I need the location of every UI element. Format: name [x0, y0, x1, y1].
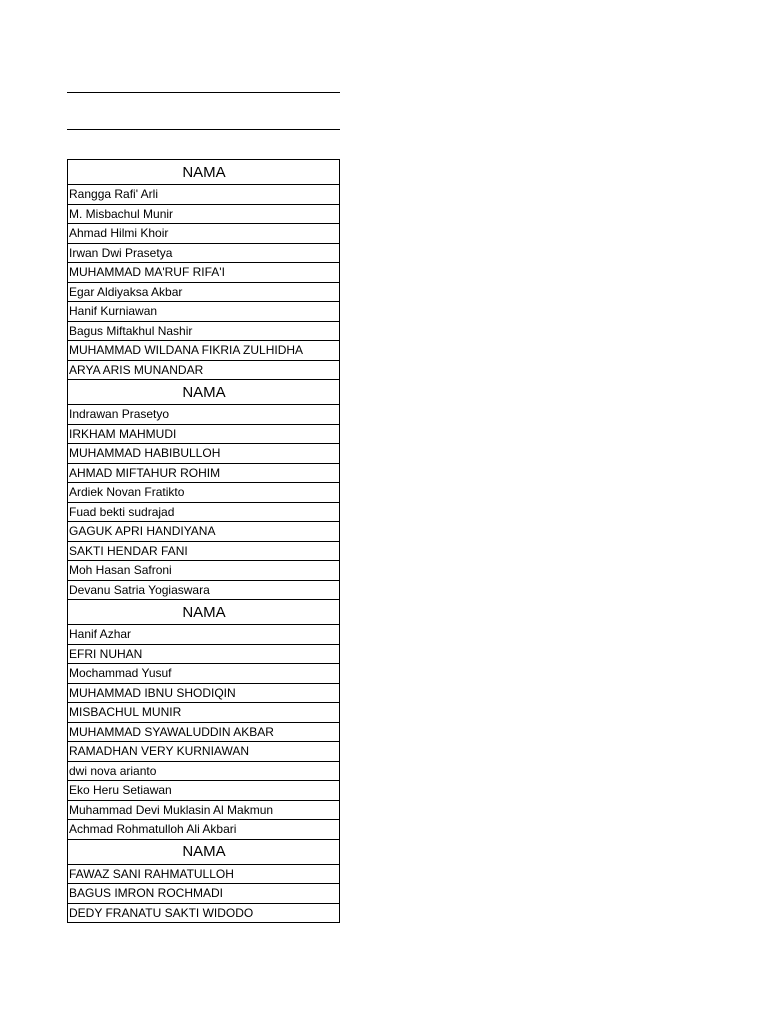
name-cell: ARYA ARIS MUNANDAR: [68, 360, 340, 380]
table-row: [68, 424, 340, 444]
table-row: [68, 580, 340, 600]
table-row: [68, 263, 340, 283]
table-row: [68, 282, 340, 302]
table-row: [68, 541, 340, 561]
table-row: [68, 761, 340, 781]
name-cell: EFRI NUHAN: [68, 644, 340, 664]
name-cell: MUHAMMAD HABIBULLOH: [68, 444, 340, 464]
name-cell: MUHAMMAD MA'RUF RIFA'I: [68, 263, 340, 283]
name-cell: M. Misbachul Munir: [68, 204, 340, 224]
table-row: [68, 722, 340, 742]
column-header-nama: NAMA: [68, 839, 340, 864]
column-header-nama: NAMA: [68, 380, 340, 405]
table-row: [68, 321, 340, 341]
name-cell: Achmad Rohmatulloh Ali Akbari: [68, 820, 340, 840]
name-roster-table: [67, 159, 340, 923]
signature-line: [67, 129, 340, 130]
name-cell: dwi nova arianto: [68, 761, 340, 781]
table-row: [68, 781, 340, 801]
header-row: [68, 600, 340, 625]
header-row: [68, 380, 340, 405]
table-row: [68, 522, 340, 542]
name-cell: GAGUK APRI HANDIYANA: [68, 522, 340, 542]
name-cell: IRKHAM MAHMUDI: [68, 424, 340, 444]
name-cell: MUHAMMAD WILDANA FIKRIA ZULHIDHA: [68, 341, 340, 361]
name-cell: Irwan Dwi Prasetya: [68, 243, 340, 263]
table-row: [68, 463, 340, 483]
name-cell: MISBACHUL MUNIR: [68, 703, 340, 723]
signature-line: [67, 92, 340, 93]
table-row: [68, 742, 340, 762]
name-cell: Egar Aldiyaksa Akbar: [68, 282, 340, 302]
name-cell: Moh Hasan Safroni: [68, 561, 340, 581]
name-cell: FAWAZ SANI RAHMATULLOH: [68, 864, 340, 884]
column-header-nama: NAMA: [68, 160, 340, 185]
name-cell: BAGUS IMRON ROCHMADI: [68, 884, 340, 904]
table-row: [68, 864, 340, 884]
table-row: [68, 800, 340, 820]
table-row: [68, 444, 340, 464]
table-row: [68, 664, 340, 684]
header-row: [68, 160, 340, 185]
name-cell: Muhammad Devi Muklasin Al Makmun: [68, 800, 340, 820]
table-row: [68, 483, 340, 503]
roster-body: [68, 160, 340, 923]
name-cell: Eko Heru Setiawan: [68, 781, 340, 801]
name-cell: MUHAMMAD IBNU SHODIQIN: [68, 683, 340, 703]
name-cell: Hanif Kurniawan: [68, 302, 340, 322]
table-row: [68, 204, 340, 224]
name-cell: Devanu Satria Yogiaswara: [68, 580, 340, 600]
table-row: [68, 884, 340, 904]
table-row: [68, 224, 340, 244]
table-row: [68, 341, 340, 361]
table-row: [68, 302, 340, 322]
name-cell: SAKTI HENDAR FANI: [68, 541, 340, 561]
name-cell: Indrawan Prasetyo: [68, 405, 340, 425]
name-cell: RAMADHAN VERY KURNIAWAN: [68, 742, 340, 762]
table-row: [68, 703, 340, 723]
name-cell: Rangga Rafi' Arli: [68, 185, 340, 205]
name-cell: Hanif Azhar: [68, 625, 340, 645]
table-row: [68, 683, 340, 703]
table-row: [68, 644, 340, 664]
name-cell: Ahmad Hilmi Khoir: [68, 224, 340, 244]
column-header-nama: NAMA: [68, 600, 340, 625]
table-row: [68, 405, 340, 425]
name-cell: DEDY FRANATU SAKTI WIDODO: [68, 903, 340, 923]
name-cell: MUHAMMAD SYAWALUDDIN AKBAR: [68, 722, 340, 742]
table-row: [68, 625, 340, 645]
table-row: [68, 561, 340, 581]
name-cell: Bagus Miftakhul Nashir: [68, 321, 340, 341]
header-row: [68, 839, 340, 864]
table-row: [68, 903, 340, 923]
table-row: [68, 243, 340, 263]
table-row: [68, 502, 340, 522]
name-cell: Fuad bekti sudrajad: [68, 502, 340, 522]
name-cell: AHMAD MIFTAHUR ROHIM: [68, 463, 340, 483]
table-row: [68, 185, 340, 205]
name-cell: Ardiek Novan Fratikto: [68, 483, 340, 503]
table-row: [68, 820, 340, 840]
table-row: [68, 360, 340, 380]
name-cell: Mochammad Yusuf: [68, 664, 340, 684]
